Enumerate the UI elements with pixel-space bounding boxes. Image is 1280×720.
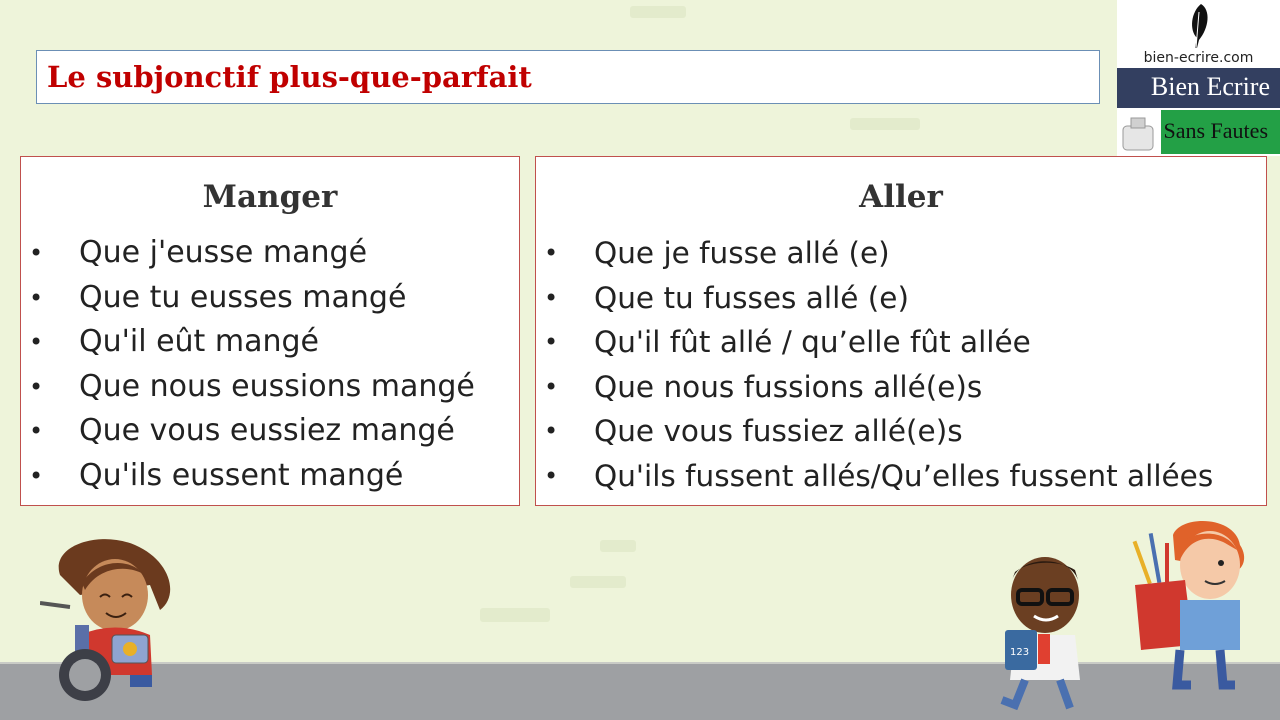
list-item xyxy=(536,324,1266,369)
list-item xyxy=(536,413,1266,458)
list-item-text: Que je fusse allé (e) xyxy=(594,236,890,270)
boy-glasses-illustration xyxy=(990,550,1100,710)
background-brick xyxy=(570,576,626,588)
logo-url: bien-ecrire.com xyxy=(1143,50,1254,66)
logo-band-bottom xyxy=(1161,110,1280,154)
bullet: • xyxy=(29,283,44,312)
girl-wheelchair-illustration xyxy=(40,535,190,705)
aller-card xyxy=(535,156,1267,506)
bullet: • xyxy=(544,417,559,446)
background-brick xyxy=(630,6,686,18)
bullet: • xyxy=(29,417,44,446)
list-item-text: Que nous eussions mangé xyxy=(79,368,475,404)
list-item xyxy=(21,369,519,414)
aller-list xyxy=(536,235,1266,503)
manger-list xyxy=(21,235,519,503)
aller-heading: Aller xyxy=(859,179,943,215)
bullet: • xyxy=(29,461,44,490)
list-item-text: Qu'il eût mangé xyxy=(79,324,319,360)
title-box xyxy=(36,50,1100,104)
list-item-text: Qu'ils eussent mangé xyxy=(79,457,404,493)
list-item xyxy=(536,369,1266,414)
list-item xyxy=(536,235,1266,280)
quill-icon xyxy=(1179,2,1219,52)
list-item-text: Que tu fusses allé (e) xyxy=(594,280,909,315)
list-item-text: Que tu eusses mangé xyxy=(79,279,407,315)
list-item xyxy=(21,324,519,369)
svg-text:123: 123 xyxy=(1010,647,1030,658)
logo-text-bien-ecrire: Bien Ecrire xyxy=(1150,72,1270,101)
list-item xyxy=(21,280,519,325)
logo-band-top xyxy=(1117,68,1280,108)
manger-heading: Manger xyxy=(202,179,338,215)
bullet: • xyxy=(544,239,559,267)
list-item-text: Que nous fussions allé(e)s xyxy=(594,369,983,404)
bullet: • xyxy=(29,328,44,357)
list-item xyxy=(21,413,519,458)
background-brick xyxy=(480,608,550,622)
site-logo[interactable] xyxy=(1117,0,1280,156)
list-item-text: Que j'eusse mangé xyxy=(79,235,368,270)
list-item xyxy=(21,458,519,503)
list-item xyxy=(21,235,519,280)
list-item-text: Que vous fussiez allé(e)s xyxy=(594,414,963,449)
list-item-text: Que vous eussiez mangé xyxy=(79,413,455,449)
manger-card xyxy=(20,156,520,506)
bullet: • xyxy=(29,239,44,267)
bullet: • xyxy=(544,328,559,357)
bullet: • xyxy=(544,461,559,490)
bullet: • xyxy=(29,372,44,401)
list-item xyxy=(536,458,1266,503)
bullet: • xyxy=(544,283,559,312)
background-brick xyxy=(850,118,920,130)
list-item xyxy=(536,280,1266,325)
list-item-text: Qu'il fût allé / qu’elle fût allée xyxy=(594,325,1031,360)
inkwell-icon xyxy=(1117,108,1161,154)
bullet: • xyxy=(544,372,559,401)
list-item-text: Qu'ils fussent allés/Qu’elles fussent allées xyxy=(594,458,1214,493)
boy-backpack-illustration xyxy=(1125,515,1255,695)
slide-title: Le subjonctif plus-que-parfait xyxy=(47,60,532,94)
logo-text-sans-fautes: Sans Fautes xyxy=(1163,118,1268,143)
background-brick xyxy=(600,540,636,552)
